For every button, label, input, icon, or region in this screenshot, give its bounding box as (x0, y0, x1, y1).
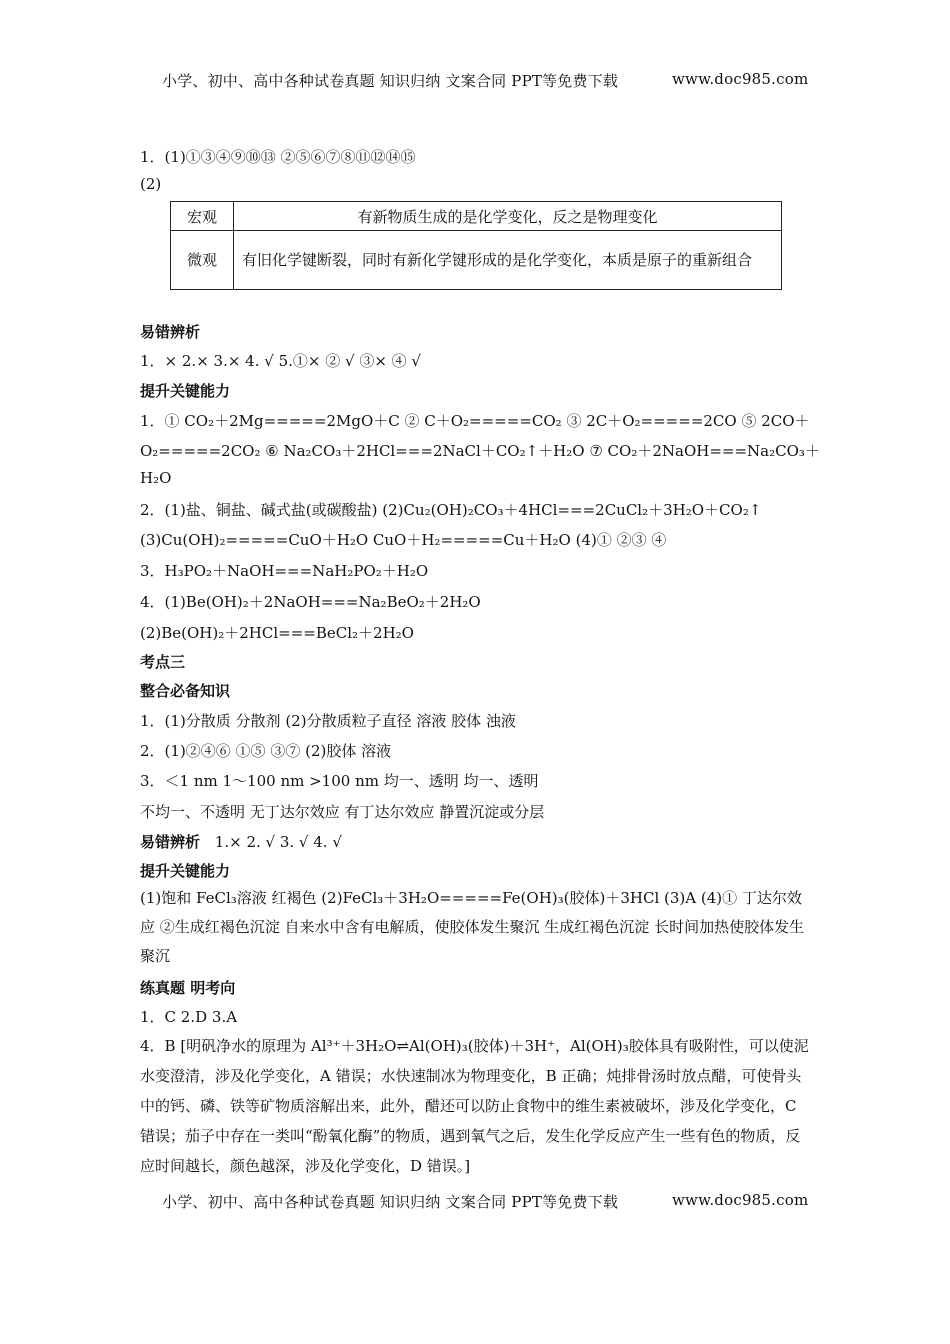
yicuo-2-row (140, 831, 342, 852)
tisheng-2-line-a: 2．(1)盐、铜盐、碱式盐(或碳酸盐) (2)Cu₂(OH)₂CO₃＋4HCl===2CuCl₂＋3H₂O＋CO₂↑ (140, 501, 762, 519)
yicuo-answers-2: 1.× 2. √ 3. √ 4. √ (214, 833, 342, 851)
tisheng-1-line-a: 1．① CO₂＋2Mg=====2MgO＋C ② C＋O₂=====CO₂ ③ 2C＋O₂=====2CO ⑤ 2CO＋ (140, 412, 810, 430)
section-yicuo-2: 易错辨析 (140, 833, 201, 851)
lian-answers-1-3: 1．C 2.D 3.A (140, 1008, 238, 1026)
zhenghe-2: 2．(1)②④⑥ ①⑤ ③⑦ (2)胶体 溶液 (140, 742, 392, 760)
section-lian-zhenti: 练真题 明考向 (140, 979, 236, 997)
tisheng-3: 3．H₃PO₂＋NaOH===NaH₂PO₂＋H₂O (140, 562, 429, 580)
macro-label: 宏观 (171, 202, 234, 231)
footer-site: www.doc985.com (672, 1191, 809, 1209)
page-footer (162, 1191, 809, 1212)
section-tisheng-2: 提升关键能力 (140, 862, 231, 880)
tisheng-1-line-b: O₂=====2CO₂ ⑥ Na₂CO₃＋2HCl===2NaCl＋CO₂↑＋H₂O ⑦ CO₂＋2NaOH===Na₂CO₃＋ (140, 442, 820, 460)
table-row (171, 231, 782, 290)
macro-text: 有新物质生成的是化学变化，反之是物理变化 (234, 202, 782, 231)
section-yicuo-1: 易错辨析 (140, 323, 201, 341)
comparison-table (170, 201, 782, 290)
answer-1-2: (2) (140, 175, 162, 193)
yicuo-answers-1: 1．× 2.× 3.× 4. √ 5.①× ② √ ③× ④ √ (140, 352, 421, 370)
page-header (162, 70, 809, 91)
tisheng-4-a: 4．(1)Be(OH)₂＋2NaOH===Na₂BeO₂＋2H₂O (140, 593, 481, 611)
lian-answer-4: 4．B [明矾净水的原理为 Al³⁺＋3H₂O⇌Al(OH)₃(胶体)＋3H⁺，Al(OH)₃胶体具有吸附性，可以使泥水变澄清，涉及化学变化，A 错误；水快速制冰为物理变化，B 正确；炖排骨汤时放点醋，可使骨头中的钙、磷、铁等矿物质溶解出来，此外，醋还可以防止食物中的维生素被破坏，涉及化学变化，C 错误；茄子中存在一类叫“酚氧化酶”的物质，遇到氧气之后，发生化学反应产生一些有色的物质，反应时间越长，颜色越深，涉及化学变化，D 错误。] (140, 1037, 809, 1175)
tisheng-4-b: (2)Be(OH)₂＋2HCl===BeCl₂＋2H₂O (140, 624, 414, 642)
tisheng-2-line-b: (3)Cu(OH)₂=====CuO＋H₂O CuO＋H₂=====Cu＋H₂O (4)① ②③ ④ (140, 531, 667, 549)
answer-1-1: 1．(1)①③④⑨⑩⑬ ②⑤⑥⑦⑧⑪⑫⑭⑮ (140, 148, 416, 166)
tisheng-5: (1)饱和 FeCl₃溶液 红褐色 (2)FeCl₃＋3H₂O=====Fe(OH)₃(胶体)＋3HCl (3)A (4)① 丁达尔效应 ②生成红褐色沉淀 自来水中含有电解质，使胶体发生聚沉 生成红褐色沉淀 长时间加热使胶体发生聚沉 (140, 889, 805, 965)
section-zhenghe: 整合必备知识 (140, 682, 231, 700)
micro-text: 有旧化学键断裂，同时有新化学键形成的是化学变化，本质是原子的重新组合 (234, 231, 782, 290)
header-site: www.doc985.com (672, 70, 809, 88)
section-tisheng-1: 提升关键能力 (140, 382, 231, 400)
zhenghe-4: 不均一、不透明 无丁达尔效应 有丁达尔效应 静置沉淀或分层 (140, 803, 545, 821)
tisheng-1-line-c: H₂O (140, 469, 172, 487)
header-text: 小学、初中、高中各种试卷真题 知识归纳 文案合同 PPT等免费下载 (162, 72, 619, 90)
table-row (171, 202, 782, 231)
section-kaodian-3: 考点三 (140, 653, 186, 671)
zhenghe-3: 3．＜1 nm 1～100 nm >100 nm 均一、透明 均一、透明 (140, 772, 539, 790)
micro-label: 微观 (171, 231, 234, 290)
footer-text: 小学、初中、高中各种试卷真题 知识归纳 文案合同 PPT等免费下载 (162, 1193, 619, 1211)
zhenghe-1: 1．(1)分散质 分散剂 (2)分散质粒子直径 溶液 胶体 浊液 (140, 712, 516, 730)
